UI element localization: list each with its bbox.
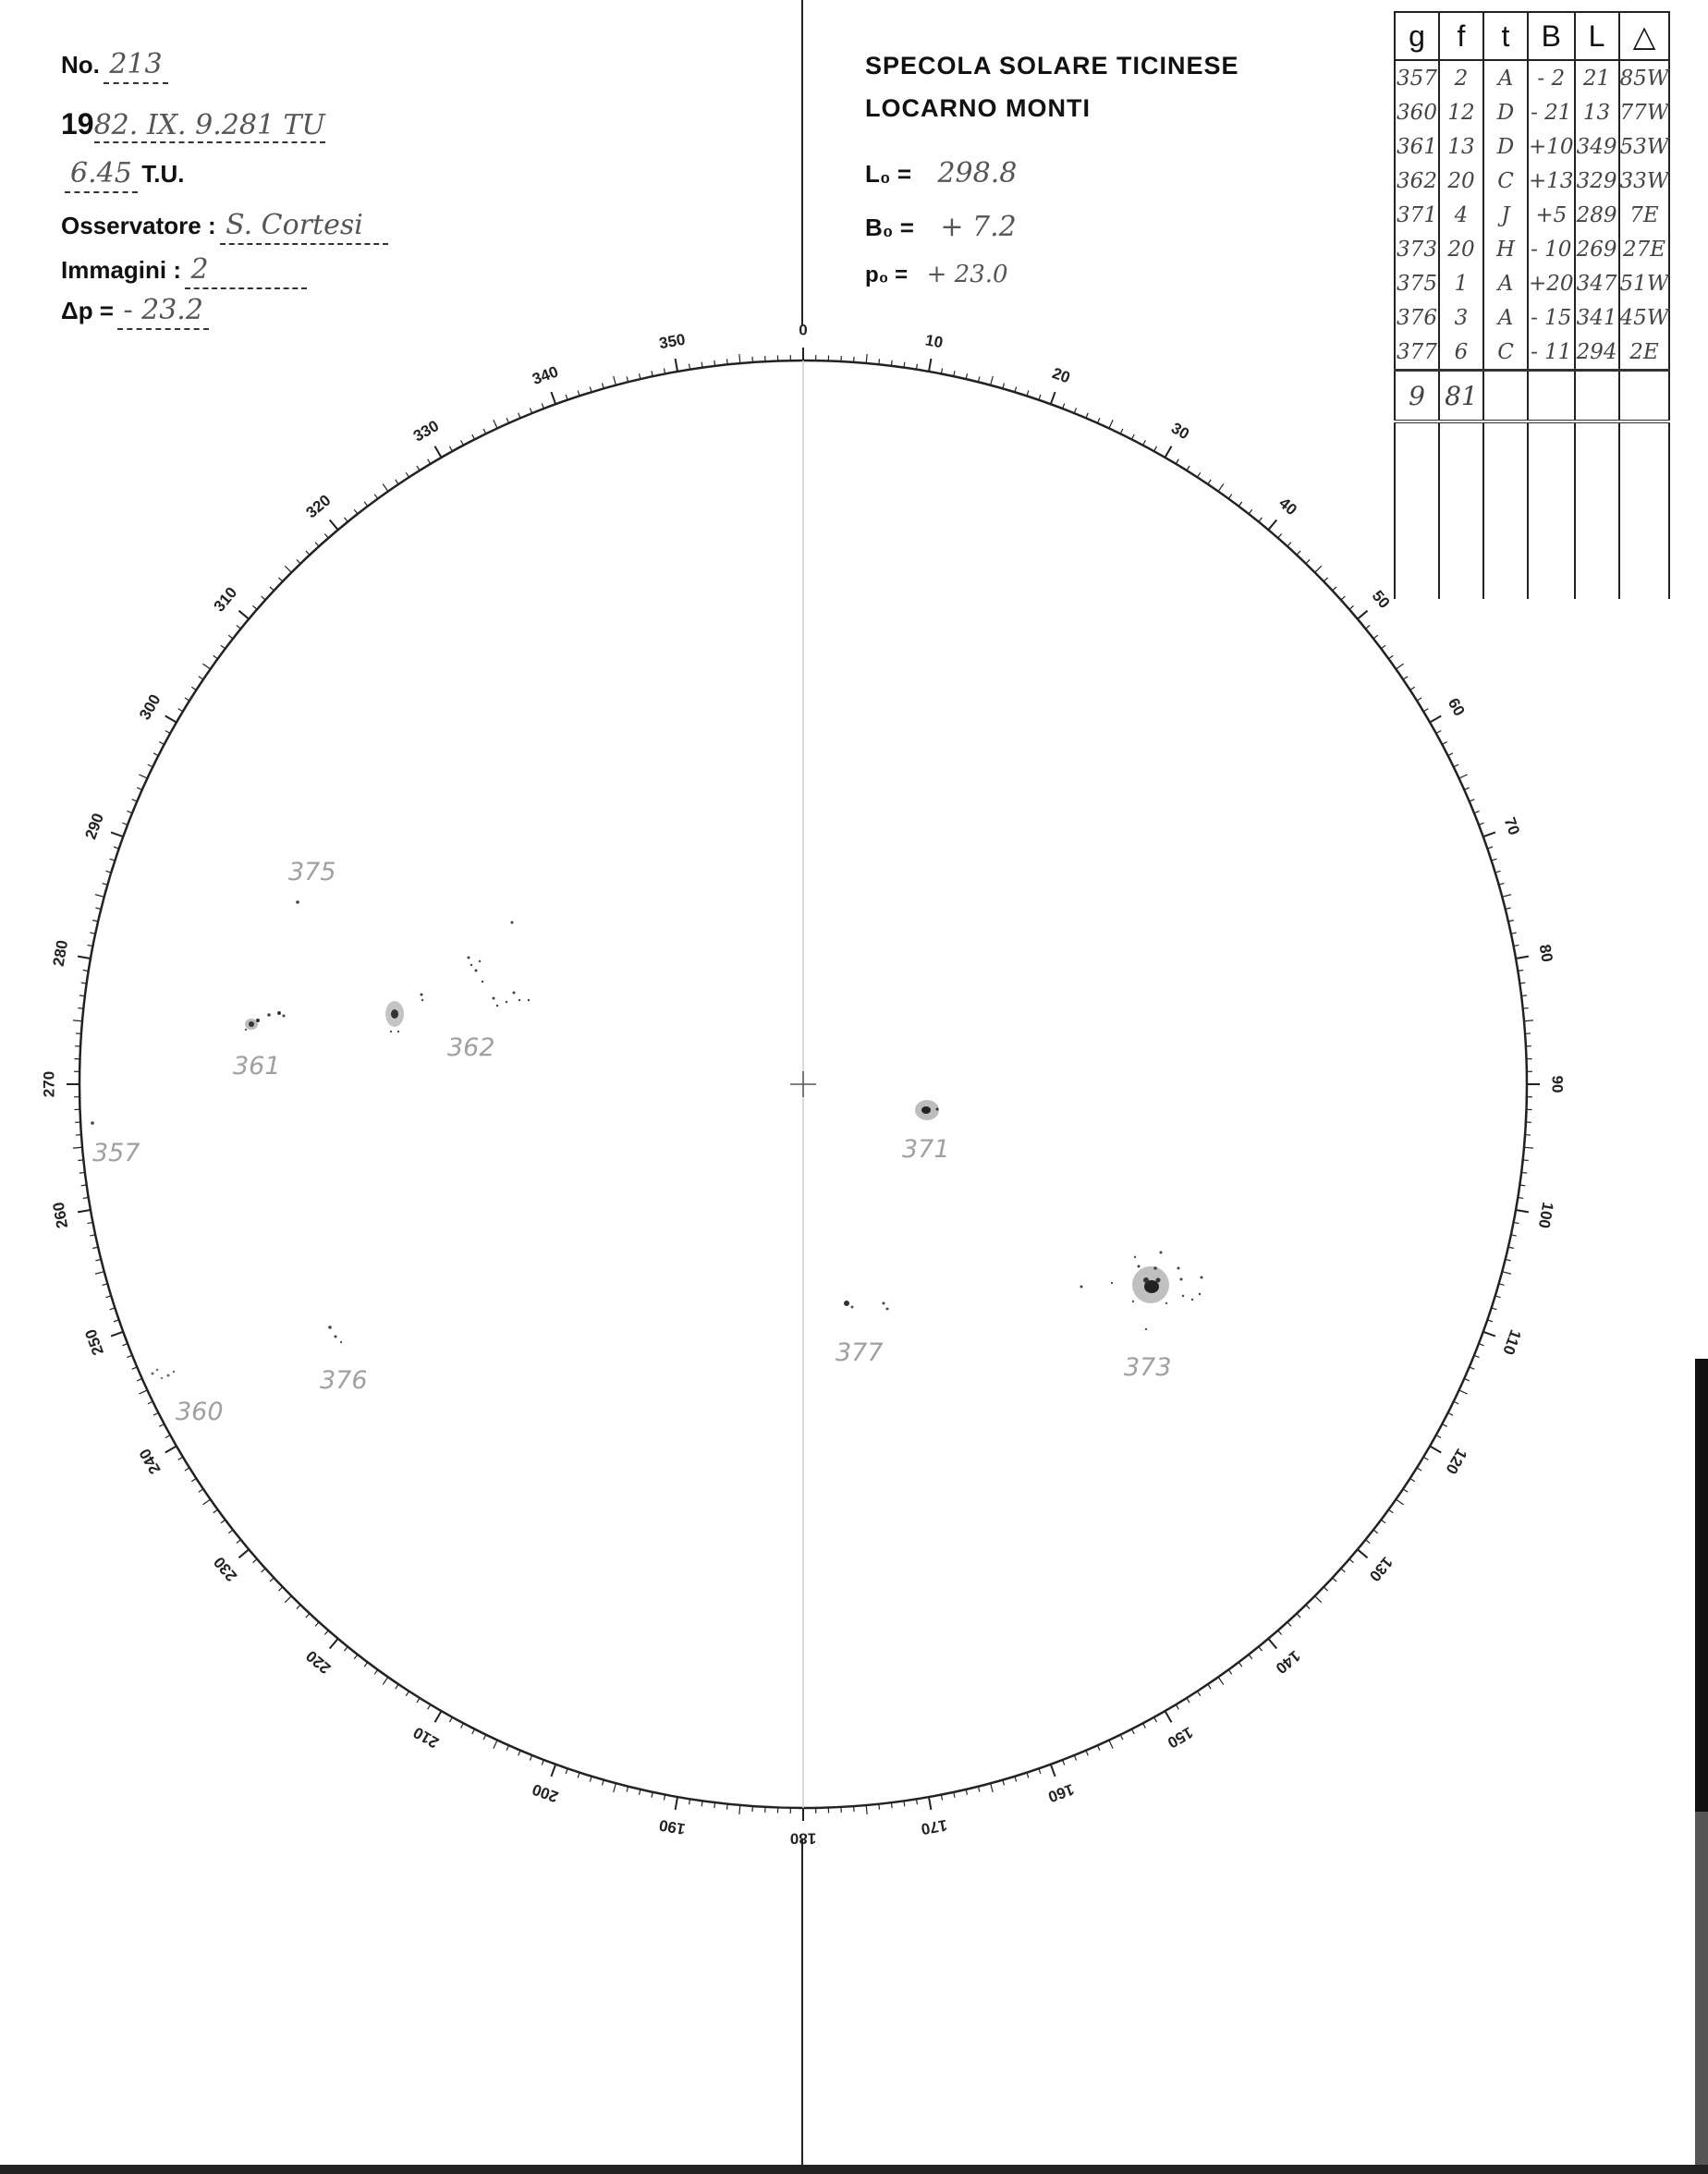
cell: 53W: [1619, 129, 1670, 164]
cell: A: [1483, 300, 1528, 335]
scale-tick: [1502, 895, 1511, 898]
p0-label: p₀ =: [865, 263, 909, 287]
scale-tick: [78, 957, 91, 959]
cell: 20: [1439, 232, 1483, 266]
scale-label: 90: [1548, 1075, 1567, 1093]
scale-tick: [1268, 1639, 1276, 1649]
scale-tick: [929, 1797, 931, 1810]
scale-tick: [202, 664, 210, 669]
scale-tick: [1483, 832, 1495, 837]
scale-tick: [1430, 1447, 1441, 1453]
cell: 4: [1439, 198, 1483, 232]
scale-tick: [551, 392, 555, 404]
group-label-360: 360: [176, 1398, 224, 1426]
observer-label: Osservatore :: [61, 212, 216, 239]
time-value: 6.45: [65, 157, 138, 193]
scale-tick: [866, 1805, 867, 1814]
spot-group-376: [320, 1325, 368, 1395]
cell: 20: [1439, 164, 1483, 198]
date-value: 82. IX. 9.281 TU: [93, 109, 325, 141]
scale-tick: [1396, 1499, 1403, 1505]
scale-tick: [614, 376, 616, 385]
group-label-377: 377: [836, 1338, 884, 1367]
cell: J: [1483, 198, 1528, 232]
scale-label: 330: [409, 416, 443, 446]
scale-label: 0: [799, 321, 808, 339]
header-g: g: [1395, 12, 1439, 60]
cell: 371: [1395, 198, 1439, 232]
scale-label: 250: [81, 1326, 107, 1358]
b0-label: B₀ =: [865, 214, 914, 241]
cell: 360: [1395, 95, 1439, 129]
time-unit: T.U.: [141, 160, 185, 188]
scale-label: 70: [1500, 814, 1523, 838]
scale-tick: [1315, 1596, 1322, 1603]
scale-tick: [1109, 420, 1113, 428]
scale-label: 160: [1045, 1780, 1077, 1806]
group-label-362: 362: [447, 1033, 495, 1062]
scale-label: 210: [409, 1723, 443, 1753]
scale-tick: [1051, 1765, 1055, 1777]
scale-tick: [1051, 392, 1055, 404]
scale-tick: [614, 1783, 616, 1792]
cell: D: [1483, 95, 1528, 129]
total-spots: 81: [1439, 371, 1483, 422]
scale-tick: [676, 359, 677, 372]
cell: 375: [1395, 266, 1439, 300]
scale-tick: [1268, 519, 1276, 530]
scale-label: 50: [1368, 587, 1394, 612]
group-label-373: 373: [1124, 1353, 1172, 1382]
header-t: t: [1483, 12, 1528, 60]
scale-tick: [1358, 1549, 1368, 1557]
spot-group-375: [288, 858, 336, 904]
cell: C: [1483, 335, 1528, 371]
scale-tick: [95, 1272, 104, 1275]
scale-tick: [739, 1805, 740, 1814]
scale-tick: [330, 519, 338, 530]
cell: - 21: [1528, 95, 1575, 129]
cell: +5: [1528, 198, 1575, 232]
scale-tick: [139, 1390, 147, 1394]
delta-p-value: - 23.2: [117, 294, 208, 330]
p0-value: + 23.0: [926, 261, 1008, 288]
scale-label: 20: [1049, 364, 1073, 387]
scale-tick: [165, 1447, 177, 1453]
scale-label: 260: [49, 1201, 72, 1230]
cell: 6: [1439, 335, 1483, 371]
cell: 77W: [1619, 95, 1670, 129]
year-prefix: 19: [61, 107, 94, 140]
scale-tick: [1524, 1147, 1533, 1148]
scale-tick: [866, 354, 867, 363]
scale-label: 40: [1275, 494, 1300, 519]
cell: 376: [1395, 300, 1439, 335]
cell: 13: [1439, 129, 1483, 164]
spot-group-362: [385, 922, 530, 1063]
scale-tick: [435, 446, 442, 458]
cell: 347: [1575, 266, 1619, 300]
scale-tick: [929, 359, 931, 372]
images-label: Immagini :: [61, 256, 182, 284]
group-label-357: 357: [92, 1139, 140, 1167]
header-f: f: [1439, 12, 1483, 60]
group-label-375: 375: [288, 858, 336, 886]
cell: 7E: [1619, 198, 1670, 232]
scale-tick: [111, 1332, 123, 1337]
delta-p-label: Δp =: [61, 297, 114, 324]
disk-center-cross: [790, 1071, 816, 1097]
spot-group-357: [91, 1121, 140, 1167]
cell: 349: [1575, 129, 1619, 164]
group-label-376: 376: [320, 1366, 368, 1395]
scale-label: 180: [789, 1829, 817, 1848]
cell: 269: [1575, 232, 1619, 266]
group-label-371: 371: [902, 1135, 950, 1164]
scale-label: 190: [657, 1815, 687, 1838]
scale-tick: [383, 1677, 388, 1684]
cell: H: [1483, 232, 1528, 266]
scale-tick: [202, 1499, 210, 1505]
scale-tick: [1218, 483, 1224, 491]
cell: 85W: [1619, 60, 1670, 95]
b0-value: + 7.2: [940, 211, 1017, 243]
scale-tick: [991, 376, 994, 385]
cell: 27E: [1619, 232, 1670, 266]
cell: 2E: [1619, 335, 1670, 371]
cell: 329: [1575, 164, 1619, 198]
cell: +20: [1528, 266, 1575, 300]
cell: +13: [1528, 164, 1575, 198]
scale-tick: [165, 716, 177, 723]
cell: A: [1483, 60, 1528, 95]
scale-tick: [1396, 664, 1403, 669]
scale-label: 230: [210, 1553, 241, 1585]
scale-label: 120: [1442, 1445, 1471, 1478]
cell: C: [1483, 164, 1528, 198]
header-l: L: [1575, 12, 1619, 60]
scale-tick: [1358, 611, 1368, 619]
cell: 45W: [1619, 300, 1670, 335]
scale-label: 300: [135, 690, 165, 724]
scale-label: 150: [1164, 1723, 1197, 1753]
cell: 33W: [1619, 164, 1670, 198]
scale-tick: [1516, 957, 1529, 959]
scale-tick: [676, 1797, 677, 1810]
scale-label: 170: [920, 1815, 949, 1838]
cell: A: [1483, 266, 1528, 300]
cell: 341: [1575, 300, 1619, 335]
cell: - 15: [1528, 300, 1575, 335]
scale-label: 30: [1168, 419, 1192, 444]
scale-tick: [435, 1711, 442, 1722]
scale-tick: [285, 566, 291, 572]
cell: 373: [1395, 232, 1439, 266]
images-value: 2: [185, 253, 307, 289]
spot-group-373: [1080, 1252, 1203, 1383]
scale-label: 240: [135, 1445, 165, 1478]
observer-value: S. Cortesi: [220, 209, 388, 245]
scale-label: 280: [49, 938, 72, 968]
scale-label: 340: [530, 362, 561, 388]
scale-tick: [78, 1210, 91, 1212]
cell: 362: [1395, 164, 1439, 198]
cell: 357: [1395, 60, 1439, 95]
cell: - 10: [1528, 232, 1575, 266]
spot-group-361: [233, 1011, 286, 1081]
scale-tick: [111, 832, 123, 837]
scale-label: 80: [1535, 943, 1556, 964]
scale-tick: [1483, 1332, 1495, 1337]
scale-tick: [739, 354, 740, 363]
cell: 12: [1439, 95, 1483, 129]
scale-tick: [1459, 775, 1468, 778]
cell: 377: [1395, 335, 1439, 371]
scale-tick: [73, 1147, 82, 1148]
cell: 51W: [1619, 266, 1670, 300]
scale-label: 130: [1365, 1553, 1397, 1585]
scale-label: 200: [530, 1780, 561, 1806]
cell: 2: [1439, 60, 1483, 95]
scale-tick: [1315, 566, 1322, 572]
scale-tick: [73, 1020, 82, 1021]
scale-label: 60: [1444, 695, 1469, 719]
scale-tick: [238, 611, 249, 619]
scale-tick: [238, 1549, 249, 1557]
spot-group-371: [902, 1100, 950, 1164]
scale-tick: [1165, 1711, 1172, 1722]
cell: 21: [1575, 60, 1619, 95]
cell: - 2: [1528, 60, 1575, 95]
scale-tick: [494, 420, 497, 428]
scale-tick: [1516, 1210, 1529, 1212]
total-groups: 9: [1395, 371, 1439, 422]
number-label: No.: [61, 51, 100, 79]
cell: 1: [1439, 266, 1483, 300]
scale-tick: [1502, 1272, 1511, 1275]
cell: - 11: [1528, 335, 1575, 371]
header-b: B: [1528, 12, 1575, 60]
scale-tick: [1218, 1677, 1224, 1684]
header-delta: △: [1619, 12, 1670, 60]
cell: D: [1483, 129, 1528, 164]
l0-label: L₀ =: [865, 160, 912, 188]
scale-tick: [1109, 1740, 1113, 1749]
scale-tick: [95, 895, 104, 898]
scale-tick: [551, 1765, 555, 1777]
scale-tick: [330, 1639, 338, 1649]
scale-label: 320: [302, 491, 335, 522]
cell: 294: [1575, 335, 1619, 371]
cell: +10: [1528, 129, 1575, 164]
scale-label: 10: [923, 331, 945, 352]
scale-label: 100: [1534, 1201, 1557, 1230]
scale-tick: [285, 1596, 291, 1603]
scale-label: 350: [657, 330, 687, 353]
scale-tick: [1459, 1390, 1468, 1394]
cell: 3: [1439, 300, 1483, 335]
scale-tick: [1165, 446, 1172, 458]
scale-tick: [1524, 1020, 1533, 1021]
observatory-location: LOCARNO MONTI: [865, 94, 1091, 122]
scale-tick: [494, 1740, 497, 1749]
scale-tick: [991, 1783, 994, 1792]
scale-label: 270: [40, 1070, 58, 1098]
spot-group-377: [836, 1301, 889, 1367]
cell: 361: [1395, 129, 1439, 164]
cell: 13: [1575, 95, 1619, 129]
number-value: 213: [104, 48, 167, 84]
scale-label: 140: [1272, 1646, 1304, 1678]
scale-label: 110: [1499, 1326, 1525, 1358]
scale-tick: [1430, 716, 1441, 723]
observatory-name: SPECOLA SOLARE TICINESE: [865, 52, 1239, 79]
scale-label: 220: [302, 1646, 335, 1678]
scale-label: 290: [81, 811, 107, 842]
l0-value: 298.8: [937, 157, 1018, 189]
scale-tick: [383, 483, 388, 491]
group-label-361: 361: [233, 1052, 281, 1081]
scale-label: 310: [210, 583, 241, 616]
scale-tick: [139, 775, 147, 778]
cell: 289: [1575, 198, 1619, 232]
